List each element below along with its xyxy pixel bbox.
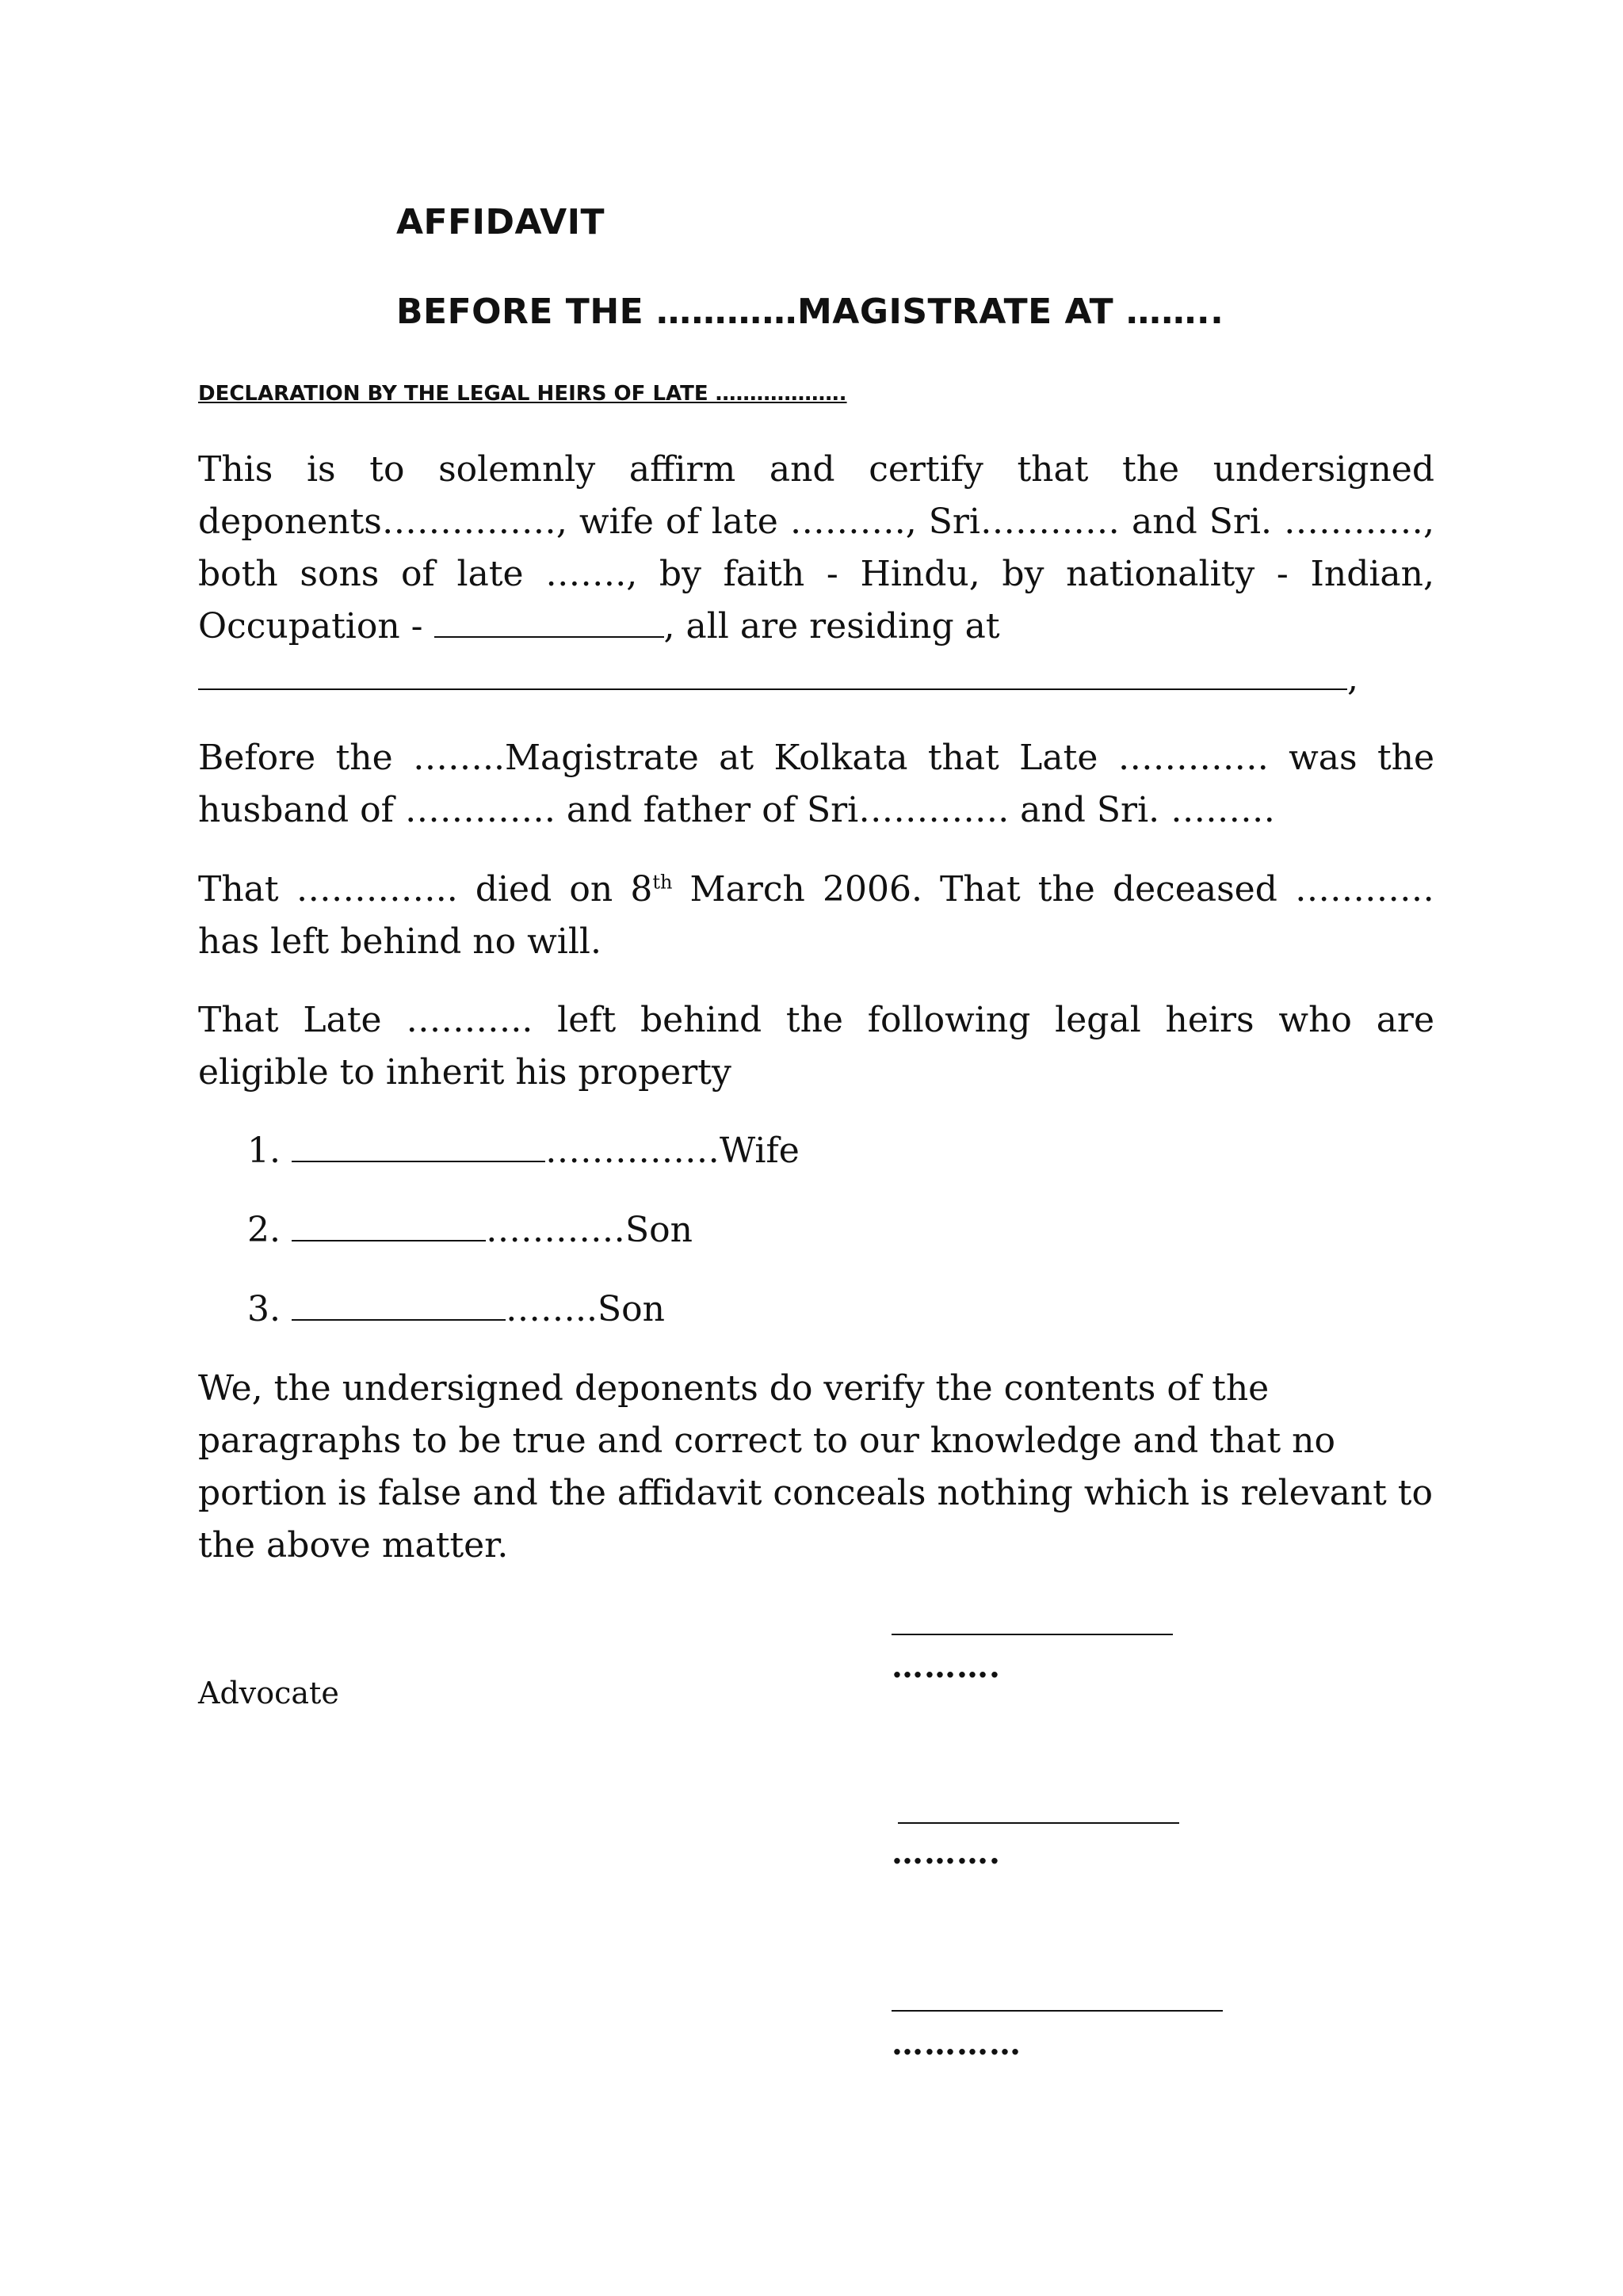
- advocate-label: Advocate: [198, 1676, 339, 1711]
- paragraph-affirmation: [198, 444, 1434, 705]
- declaration-heading: DECLARATION BY THE LEGAL HEIRS OF LATE ……………….: [198, 382, 847, 406]
- paragraph-relationship: Before the ……..Magistrate at Kolkata that Late …………. was the husband of …………. and father of Sri…………. and Sri. ………: [198, 738, 1434, 830]
- affirmation-text-b: , all are residing at: [663, 606, 1000, 646]
- heir-name-blank: [292, 1208, 486, 1241]
- signature-name-placeholder: ……….: [892, 1648, 1001, 1685]
- affirmation-text-c: ,: [1347, 658, 1358, 699]
- heir-number: 1.: [247, 1131, 281, 1171]
- death-text-a: That ………….. died on 8: [198, 869, 653, 910]
- paragraph-legal-heirs: That Late ……….. left behind the following legal heirs who are eligible to inherit his property: [198, 1000, 1434, 1093]
- death-text-b: March 2006. That the deceased ………… has left behind no will.: [198, 869, 1434, 962]
- heir-item: [247, 1125, 800, 1177]
- paragraph-death: [198, 864, 1434, 968]
- heir-number: 2.: [247, 1210, 281, 1250]
- heir-relation: …………Son: [485, 1210, 693, 1250]
- heir-item: [247, 1204, 693, 1257]
- signature-line: [892, 2010, 1223, 2012]
- paragraph-verification: We, the undersigned deponents do verify the contents of the paragraphs to be true and correct to our knowledge and that no portion is false and the affidavit conceals nothing which is relevant to the above matter.: [198, 1368, 1433, 1566]
- signature-name-placeholder: …………: [892, 2025, 1022, 2062]
- document-subtitle: BEFORE THE …………MAGISTRATE AT ……..: [396, 292, 1224, 332]
- heir-relation: ……..Son: [505, 1289, 665, 1329]
- document-title: AFFIDAVIT: [396, 202, 605, 242]
- address-blank: [198, 657, 1347, 690]
- heir-item: [247, 1283, 665, 1336]
- heir-number: 3.: [247, 1289, 281, 1329]
- signature-line: [892, 1634, 1173, 1635]
- heir-name-blank: [292, 1129, 545, 1162]
- affirmation-text-a: This is to solemnly affirm and certify that the undersigned deponents……………, wife of late ………., Sri………… and Sri. …………, both sons of late ……., by faith - Hindu, by nationality - Indian, Occupation -: [198, 449, 1434, 646]
- signature-line: [898, 1822, 1179, 1824]
- heir-relation: ……………Wife: [544, 1131, 800, 1171]
- ordinal-suffix: th: [652, 871, 673, 894]
- signature-name-placeholder: ……….: [892, 1834, 1001, 1871]
- heir-name-blank: [292, 1287, 506, 1321]
- occupation-blank: [434, 605, 664, 638]
